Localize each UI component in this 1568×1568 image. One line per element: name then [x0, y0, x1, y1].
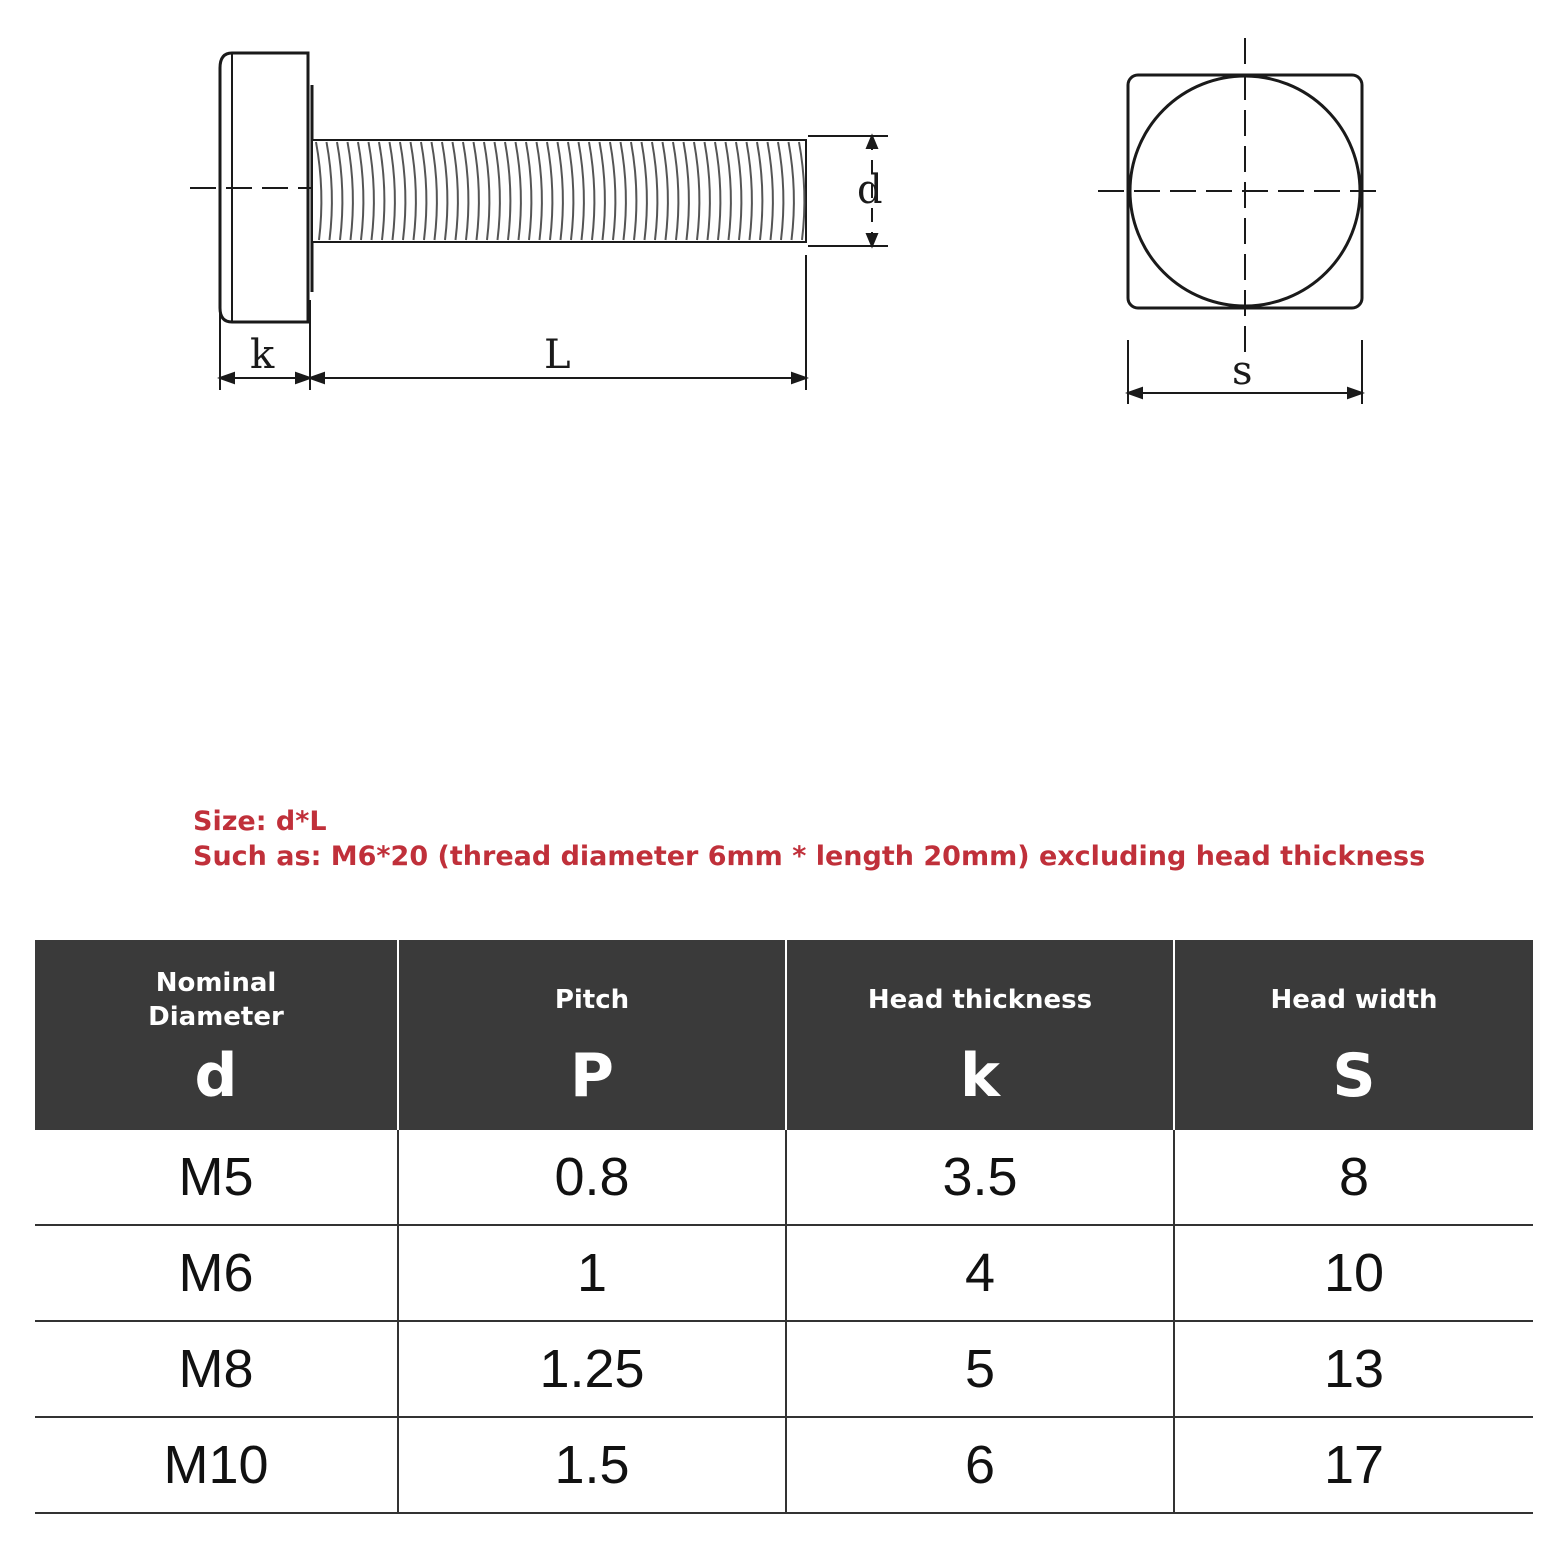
size-example-note: Such as: M6*20 (thread diameter 6mm * length 20mm) excluding head thickness [193, 841, 1426, 872]
size-note: Size: d*L [193, 806, 327, 837]
header-name: Nominal Diameter [148, 968, 284, 1032]
cell-head-thickness: 3.5 [786, 1130, 1174, 1225]
cell-pitch: 0.8 [398, 1130, 786, 1225]
cell-diameter: M10 [35, 1417, 398, 1513]
table-row [35, 1417, 1533, 1513]
table-row [35, 1225, 1533, 1321]
header-nominal-diameter [35, 940, 398, 1130]
header-symbol: k [960, 1041, 1000, 1111]
cell-pitch: 1 [398, 1225, 786, 1321]
cell-diameter: M8 [35, 1321, 398, 1417]
header-pitch [398, 940, 786, 1130]
label-s: s [1232, 348, 1253, 394]
header-head-thickness [786, 940, 1174, 1130]
label-k: k [250, 332, 275, 378]
header-head-width [1174, 940, 1533, 1130]
spec-table [35, 940, 1533, 1514]
header-name: Pitch [554, 985, 630, 1015]
cell-diameter: M5 [35, 1130, 398, 1225]
header-symbol: S [1332, 1041, 1376, 1111]
cell-head-thickness: 6 [786, 1417, 1174, 1513]
table-row [35, 1321, 1533, 1417]
cell-pitch: 1.25 [398, 1321, 786, 1417]
bolt-shank-threaded [312, 140, 806, 242]
cell-head-thickness: 5 [786, 1321, 1174, 1417]
cell-head-width: 13 [1174, 1321, 1533, 1417]
cell-head-width: 17 [1174, 1417, 1533, 1513]
label-d: d [857, 167, 883, 213]
cell-head-thickness: 4 [786, 1225, 1174, 1321]
cell-diameter: M6 [35, 1225, 398, 1321]
header-name: Head width [1270, 985, 1438, 1015]
table-row [35, 1130, 1533, 1225]
cell-head-width: 10 [1174, 1225, 1533, 1321]
table-header-row [35, 940, 1533, 1130]
header-symbol: P [570, 1041, 614, 1111]
bolt-dimension-diagram [0, 0, 1568, 780]
label-L: L [544, 332, 571, 378]
header-name: Head thickness [867, 985, 1093, 1015]
cell-pitch: 1.5 [398, 1417, 786, 1513]
cell-head-width: 8 [1174, 1130, 1533, 1225]
header-symbol: d [194, 1041, 238, 1111]
